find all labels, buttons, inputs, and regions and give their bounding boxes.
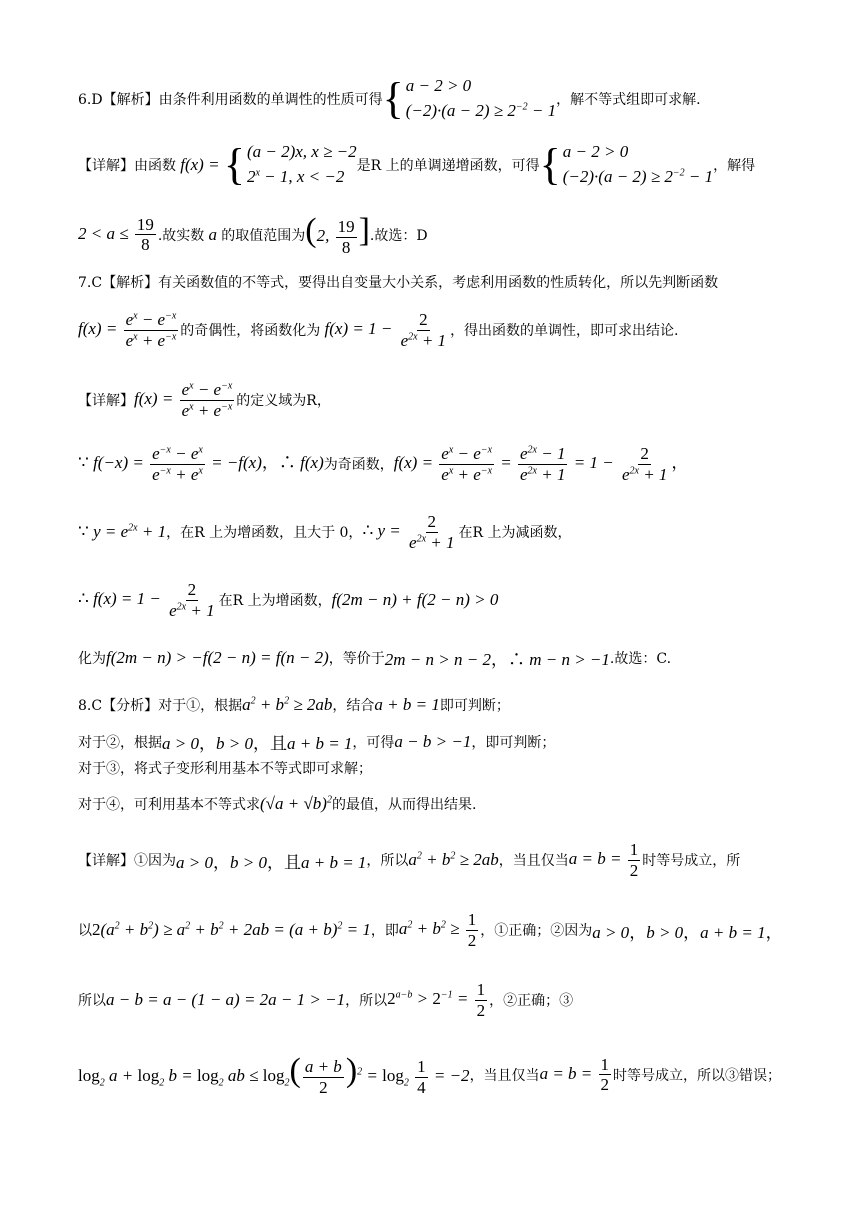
p8-d1-tail: 时等号成立，所 [642, 853, 741, 870]
p7-l2-mid: 的奇偶性，将函数化为 [180, 323, 321, 340]
p8-detail-line-4 [78, 1052, 781, 1097]
p8-sqrt-expr: $(√a + √b)^2$ [260, 794, 332, 813]
p7-detail-lead: 【详解】 [78, 393, 134, 410]
p7-odd-chain: f(x) = $\frac{e^x - e^{-x}}{e^x + e^{-x}}$ = $\frac{e^{2x} - 1}{e^{2x} + 1}$ = 1 − $\frac{2}{e^{2x} + 1}$ ， [393, 444, 689, 484]
p7-fx-def: f(x) = $\frac{e^x - e^{-x}}{e^x + e^{-x}}$ [78, 310, 177, 350]
p6-system-1: { a − 2 > 0 $(-2)\cdot(a - 2) \ge 2^{-2} - 1$ [382, 73, 557, 123]
p7-inc-tail: 在R 上为减函数， [458, 525, 572, 542]
p8-d2-chain: $2(a^2 + b^2) \ge a^2 + b^2 + 2ab = (a + b)^2 = 1$ [92, 920, 371, 940]
p6-system-2: { a − 2 > 0 $(-2)\cdot(a - 2) \ge 2^{-2} - 1$ [539, 139, 714, 189]
p7-analysis-line-2 [78, 310, 679, 350]
p7-y-def: ∵ $y = e^{2x} + 1$ [78, 522, 167, 542]
p7-fx-def-2: f(x) = $\frac{e^x - e^{-x}}{e^x + e^{-x}}$ [134, 380, 233, 420]
p8-d4-log: $\log_2 a + \log_2 b = \log_2$ ab ≤ $\log_2$( $\frac{a + b}{2}$ )$^2 = \log_2$ $\frac{1}{4}$ = −2 [78, 1052, 470, 1097]
p8-l3: 对于③，将式子变形利用基本不等式即可求解； [78, 761, 372, 777]
p8-l4-tail: 的最值，从而得出结果. [331, 797, 477, 813]
p7-odd-line [78, 444, 688, 484]
p7-detail-tail: 的定义域为R， [236, 393, 331, 410]
p6-head-tail: ，解不等式组即可求解. [556, 91, 701, 108]
p7-odd-mid: 为奇函数， [323, 457, 394, 474]
p7-inc2-mid: 在R 上为增函数， [218, 593, 332, 610]
p6-res-tail: .故选：D [369, 227, 428, 244]
p8-d1-cond: a > 0，b > 0，且a + b = 1 [176, 852, 367, 872]
p7-fx-inc: ∴ f(x) = 1 − $\frac{2}{e^{2x} + 1}$ [78, 580, 215, 620]
p8-d2-lead: 以 [78, 923, 92, 940]
p8-detail-line-2 [78, 910, 783, 950]
p8-l4-lead: 对于④，可利用基本不等式求 [78, 797, 260, 813]
p7-conv-lead: 化为 [78, 650, 106, 667]
p8-d3-pow: $2^{a-b} > 2^{-1}$ = $\frac{1}{2}$ [387, 980, 486, 1020]
p8-d1-mid: ，所以 [366, 853, 409, 870]
p6-detail-lead: 【详解】由函数 [78, 157, 176, 174]
p8-analysis-line [78, 695, 510, 715]
p8-d1-lead: 【详解】①因为 [78, 853, 176, 870]
p6-detail-tail: ，解得 [713, 157, 756, 174]
p8-d2-res: $a^2 + b^2$ ≥ $\frac{1}{2}$ [398, 910, 477, 950]
p6-analysis-line [78, 74, 701, 123]
p7-analysis-line [78, 272, 718, 292]
p6-range-interval: (2, $\frac{19}{8}$ ] [305, 212, 370, 257]
p8-d4-mid: ，当且仅当 [469, 1067, 540, 1084]
p8-line-4 [78, 794, 476, 814]
p8-sum: a + b = 1 [374, 695, 440, 714]
p6-res-mid2: 的取值范围为 [221, 227, 306, 244]
p8-head-tail: 即可判断； [439, 698, 510, 714]
p7-fx-rewrite: f(x) = 1 − $\frac{2}{e^{2x} + 1}$ [320, 310, 447, 350]
p7-inc-mid: ，在R 上为增函数，且大于 0， [166, 525, 363, 542]
p7-conv-mid: ，等价于 [328, 650, 385, 667]
p8-d2-cond: a > 0，b > 0，a + b = 1， [592, 922, 783, 942]
p8-detail-line-3 [78, 980, 573, 1020]
p6-detail-mid: 是R 上的单调递增函数，可得 [356, 157, 540, 174]
p8-cond: a > 0，b > 0，且a + b = 1 [162, 734, 353, 753]
p8-d1-mid2: ，当且仅当 [498, 853, 569, 870]
p7-inc-line [78, 512, 572, 552]
p7-odd-eq: ∵ f(−x) = $\frac{e^{-x} - e^x}{e^{-x} + e^x}$ = −f(x)，∴ f(x) [78, 444, 324, 484]
p8-d4-tail: 时等号成立，所以③错误； [613, 1067, 782, 1084]
p7-inc2-line [78, 580, 498, 620]
p6-detail-line [78, 140, 755, 189]
p7-conv-tail: .故选：C. [609, 650, 672, 667]
p8-head-lead: 8.C【分析】对于①，根据 [78, 698, 243, 714]
p6-fx: f(x) = [176, 154, 224, 174]
p6-range-ineq: 2 < a ≤ $\frac{19}{8}$ [78, 214, 154, 255]
p8-d3-mid: ，所以 [345, 993, 388, 1010]
p8-head-mid: ，结合 [332, 698, 375, 714]
p8-line-2 [78, 729, 555, 754]
p7-ineq: f(2m − n) + f(2 − n) > 0 [331, 590, 499, 610]
p8-d4-eq: a = b = $\frac{1}{2}$ [539, 1054, 610, 1095]
p6-var-a: a [204, 224, 222, 244]
p6-result-line [78, 212, 428, 257]
p8-line-3 [78, 758, 372, 778]
p6-res-mid: .故实数 [157, 227, 205, 244]
p7-head: 7.C【解析】有关函数值的不等式，要得出自变量大小关系，考虑利用函数的性质转化，所以先判断函数 [78, 275, 719, 291]
p7-conv-eq2: 2m − n > n − 2，∴ m − n > −1 [384, 650, 610, 669]
p7-conv-line [78, 645, 671, 670]
p7-l2-tail: ，得出函数的单调性，即可求出结论. [450, 323, 679, 340]
p7-detail-line [78, 380, 331, 420]
p8-d1-ineq: $a^2 + b^2 \ge 2ab$ [408, 850, 499, 870]
p7-conv-eq: f(2m − n) > −f(2 − n) = f(n − 2) [106, 647, 329, 667]
p6-head: 6.D【解析】由条件利用函数的单调性的性质可得 [78, 91, 383, 108]
p8-d3-chain: a − b = a − (1 − a) = 2a − 1 > −1 [106, 990, 346, 1010]
p8-d2-mid2: ，①正确；②因为 [480, 923, 593, 940]
p8-l2-mid: ，可得 [352, 734, 395, 751]
p8-ineq-1: $a^2 + b^2 \ge 2ab$ [242, 695, 333, 714]
p7-y-frac: ∴ y = $\frac{2}{e^{2x} + 1}$ [362, 512, 455, 552]
p6-piecewise: { (a − 2)x, x ≥ −2 $2^x - 1$, x < −2 [223, 139, 357, 189]
p8-d3-lead: 所以 [78, 993, 106, 1010]
p8-detail-line-1 [78, 840, 740, 880]
p8-d1-eq: a = b = $\frac{1}{2}$ [568, 840, 639, 880]
p8-diff: a − b > −1 [394, 731, 472, 751]
p8-d2-mid: ，即 [370, 923, 399, 940]
p8-l2-tail: ，即可判断； [471, 734, 556, 751]
p8-l2-lead: 对于②，根据 [78, 734, 162, 751]
p8-d3-tail: ，②正确；③ [489, 993, 574, 1010]
